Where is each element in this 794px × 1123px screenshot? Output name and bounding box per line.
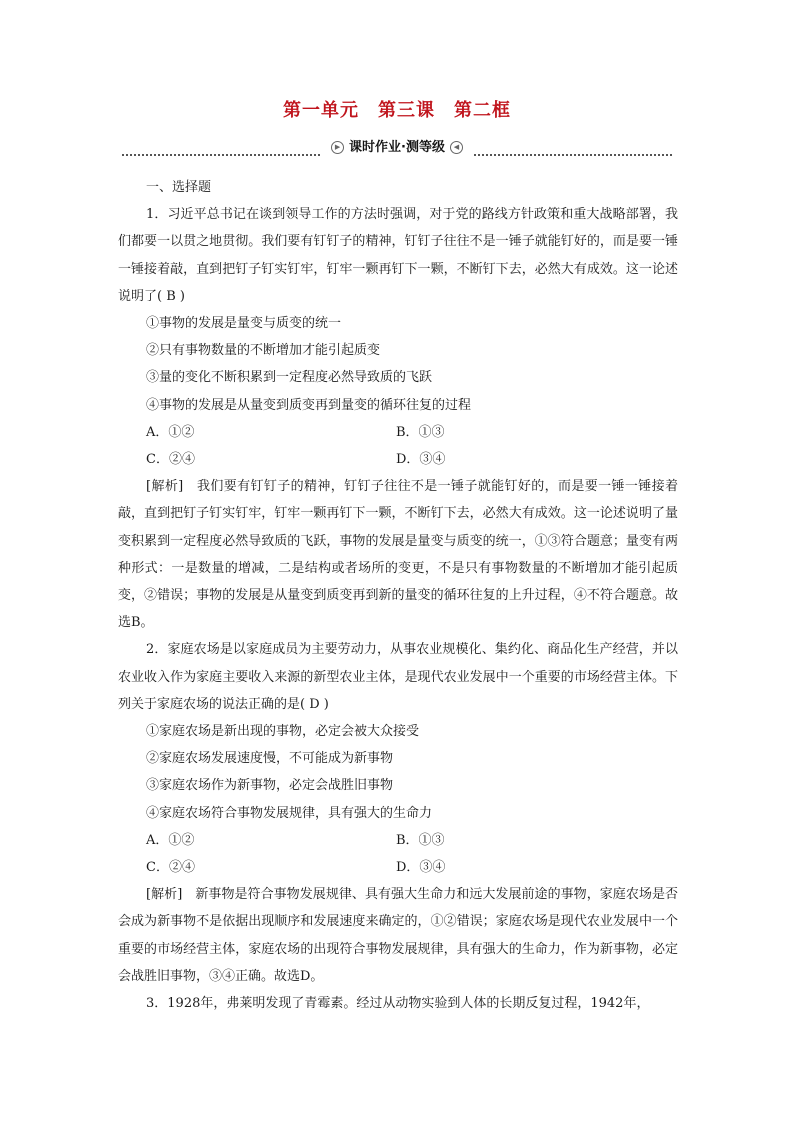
choice-a: A．①② bbox=[146, 832, 195, 848]
question-1-option: ①事物的发展是量变与质变的统一 bbox=[146, 316, 342, 332]
question-1-option: ③量的变化不断积累到一定程度必然导致质的飞跃 bbox=[146, 370, 433, 386]
choice-a: A．①② bbox=[146, 424, 195, 440]
question-3-stem: 3．1928年，弗莱明发现了青霉素。经过从动物实验到人体的长期反复过程，1942年， bbox=[146, 996, 650, 1012]
choice-b: B．①③ bbox=[396, 424, 445, 440]
section-banner bbox=[122, 136, 672, 158]
question-1-analysis: [解析] 我们要有钉钉子的精神，钉钉子往往不是一锤子就能钉好的，而是要一锤一锤接着敲，直到把钉子钉实钉牢，钉牢一颗再钉下一颗，不断钉下去，必然大有成效。这一论述说明了量变积累到一定程度必然导致质的飞跃，事物的发展是量变与质变的统一，①③符合题意；量变有两种形式：一是数量的增减，二是结构或者场所的变更，不是只有事物数量的不断增加才能引起质变，②错误；事物的发展是从量变到质变再到新的量变的循环往复的上升过程，④不符合题意。故选B。 bbox=[118, 479, 678, 631]
section-heading: 一、选择题 bbox=[146, 180, 212, 195]
choice-d: D．③④ bbox=[396, 452, 446, 468]
question-2-option: ①家庭农场是新出现的事物，必定会被大众接受 bbox=[146, 724, 420, 740]
question-1-choices bbox=[118, 419, 678, 446]
question-1-option: ②只有事物数量的不断增加才能引起质变 bbox=[146, 343, 381, 359]
question-1-option: ④事物的发展是从量变到质变再到量变的循环往复的过程 bbox=[146, 397, 472, 413]
question-2-analysis: [解析] 新事物是符合事物发展规律、具有强大生命力和远大发展前途的事物，家庭农场是否会成为新事物不是依据出现顺序和发展速度来确定的，①②错误；家庭农场是现代农业发展中一个重要的市场经营主体，家庭农场的出现符合事物发展规律，具有强大的生命力，作为新事物，必定会战胜旧事物，③④正确。故选D。 bbox=[118, 887, 678, 984]
question-1-choices bbox=[118, 446, 678, 473]
arrow-left-icon: ◀ bbox=[450, 141, 463, 154]
banner-label: 课时作业·测等级 bbox=[349, 140, 445, 155]
question-2-option: ③家庭农场作为新事物，必定会战胜旧事物 bbox=[146, 778, 394, 794]
question-2-choices bbox=[118, 854, 678, 881]
arrow-right-icon: ▶ bbox=[331, 141, 344, 154]
question-2-stem: 2．家庭农场是以家庭成员为主要劳动力，从事农业规模化、集约化、商品化生产经营，并以农业收入作为家庭主要收入来源的新型农业主体，是现代农业发展中一个重要的市场经营主体。下列关于家庭农场的说法正确的是( D ) bbox=[118, 642, 678, 712]
choice-c: C．②④ bbox=[146, 860, 195, 876]
question-2-option: ②家庭农场发展速度慢，不可能成为新事物 bbox=[146, 751, 394, 767]
choice-d: D．③④ bbox=[396, 860, 446, 876]
question-1-stem: 1．习近平总书记在谈到领导工作的方法时强调，对于党的路线方针政策和重大战略部署，我们都要一以贯之地贯彻。我们要有钉钉子的精神，钉钉子往往不是一锤子就能钉好的，而是要一锤一锤接着敲，直到把钉子钉实钉牢，钉牢一颗再钉下一颗，不断钉下去，必然大有成效。这一论述说明了( B ) bbox=[118, 207, 678, 304]
question-content bbox=[118, 174, 678, 1017]
choice-c: C．②④ bbox=[146, 452, 195, 468]
question-2-choices bbox=[118, 827, 678, 854]
page-title: 第一单元 第三课 第二框 bbox=[283, 100, 511, 121]
choice-b: B．①③ bbox=[396, 832, 445, 848]
question-2-option: ④家庭农场符合事物发展规律，具有强大的生命力 bbox=[146, 805, 433, 821]
